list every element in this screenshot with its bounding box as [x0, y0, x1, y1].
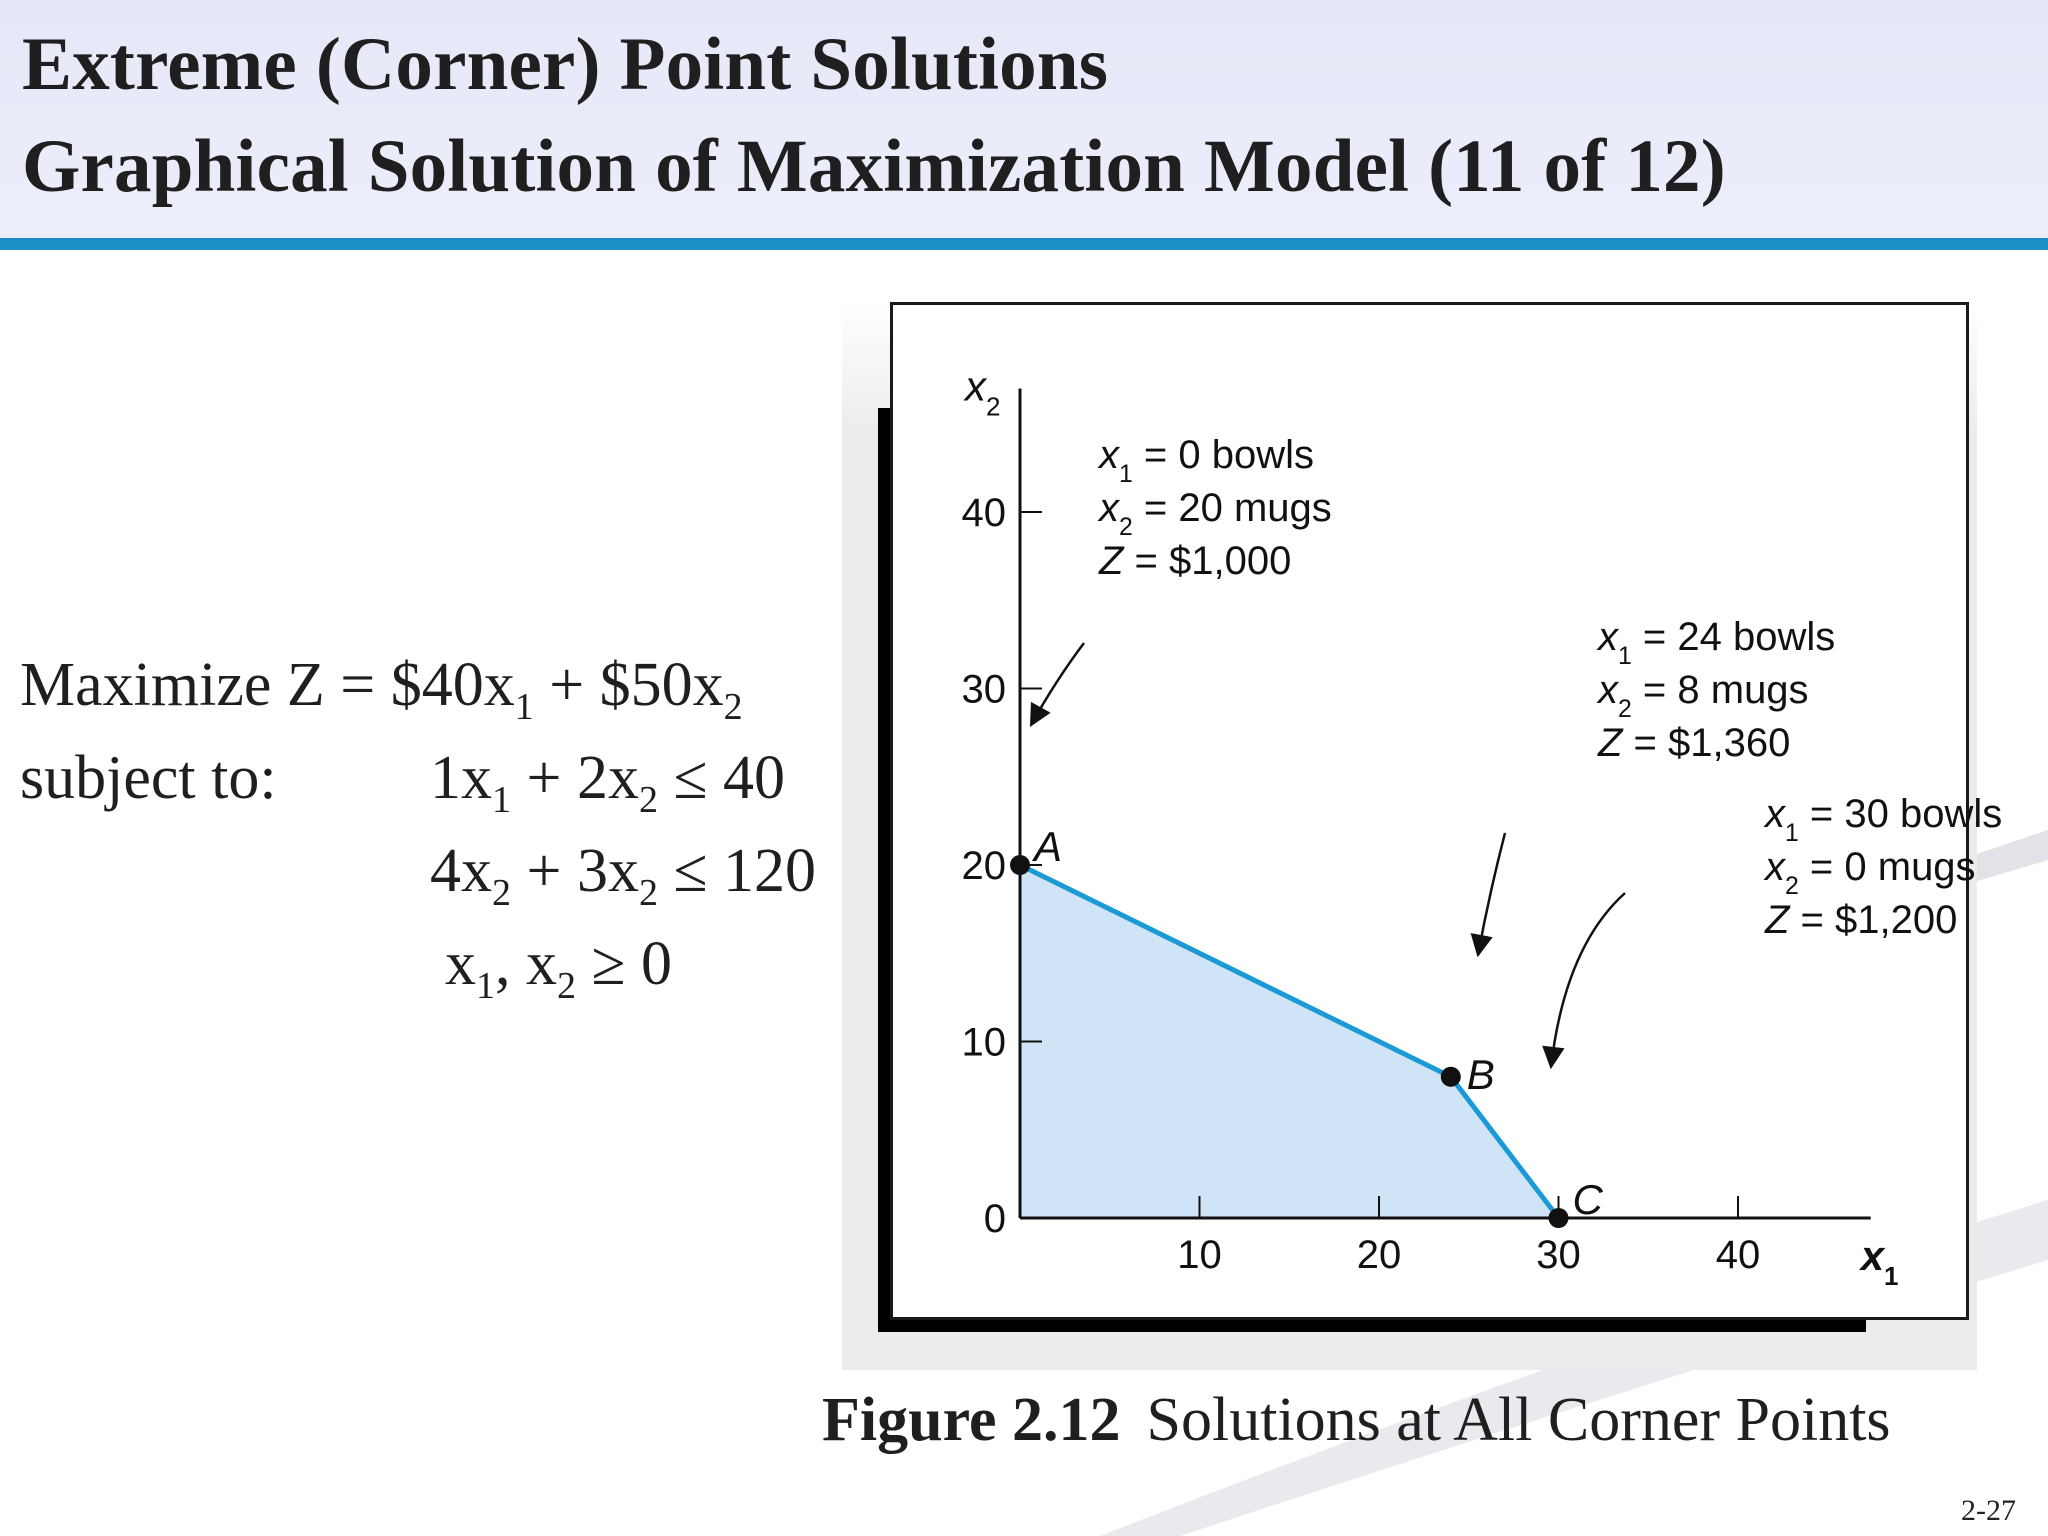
figure-caption-text: Solutions at All Corner Points [1146, 1386, 1891, 1454]
x-tick-label-20: 20 [1356, 1233, 1402, 1277]
annotation-b-line-1: $x_1 = 24$ bowls [1598, 615, 1836, 670]
annotation-a-line-1: $x_1 = 0$ bowls [1099, 433, 1315, 488]
annotation-arrow-c [1551, 893, 1625, 1067]
title-divider [0, 238, 2048, 250]
annotation-a-line-3: Z = $1,000 [1099, 539, 1292, 583]
annotation-b-line-2: $x_2 = 8$ mugs [1598, 668, 1809, 723]
corner-point-a [1010, 855, 1030, 875]
constraint-2: $4x_2 + 3x_2 \le 120$ [430, 837, 816, 914]
figure-caption [822, 1385, 1891, 1456]
annotation-c-line-3: Z = $1,200 [1765, 898, 1958, 942]
y-tick-label-30: 30 [961, 667, 1006, 712]
annotation-arrow-b [1478, 833, 1505, 955]
x-tick-label-40: 40 [1715, 1233, 1761, 1277]
annotation-b-line-3: Z = $1,360 [1598, 721, 1791, 765]
annotation-arrow-a [1031, 643, 1084, 725]
slide-title: Extreme (Corner) Point Solutions [22, 23, 1109, 106]
corner-point-label-b: B [1466, 1050, 1495, 1098]
figure-frame [890, 302, 2003, 1320]
corner-point-b [1441, 1067, 1461, 1087]
y-axis-label: $x_2$ [965, 362, 1001, 422]
corner-point-label-a: A [1034, 823, 1063, 870]
subject-to-label: subject to: [20, 744, 277, 812]
slide-number: 2-27 [1961, 1494, 2016, 1527]
slide-subtitle: Graphical Solution of Maximization Model (11 of 12) [22, 125, 1726, 208]
title-bar [0, 0, 2048, 238]
annotation-a-line-2: $x_2 = 20$ mugs [1099, 486, 1332, 541]
feasible-region [1020, 865, 1559, 1218]
objective-function: Maximize $Z = \$40x_1$ + $\$50x_2$ [20, 651, 743, 728]
y-tick-label-10: 10 [961, 1020, 1006, 1065]
corner-point-label-c: C [1572, 1176, 1603, 1223]
x-tick-label-10: 10 [1177, 1233, 1222, 1277]
constraint-1: $1x_1 + 2x_2 \le 40$ [430, 744, 785, 821]
annotation-c-line-2: $x_2 = 0$ mugs [1765, 845, 1976, 900]
figure-number: Figure 2.12 [822, 1386, 1121, 1454]
y-tick-label-20: 20 [961, 844, 1006, 888]
y-tick-label-0: 0 [983, 1197, 1006, 1241]
y-tick-label-40: 40 [961, 491, 1006, 535]
x-tick-label-30: 30 [1536, 1233, 1581, 1277]
annotation-c-line-1: $x_1 = 30$ bowls [1765, 792, 2003, 847]
non-negativity-constraint: $x_1$, $x_2 \ge 0$ [445, 930, 673, 1007]
corner-point-chart [893, 305, 2003, 1323]
lp-model [20, 650, 880, 1030]
x-axis-label: $x_1$ [1860, 1232, 1899, 1291]
corner-point-c [1549, 1208, 1569, 1228]
